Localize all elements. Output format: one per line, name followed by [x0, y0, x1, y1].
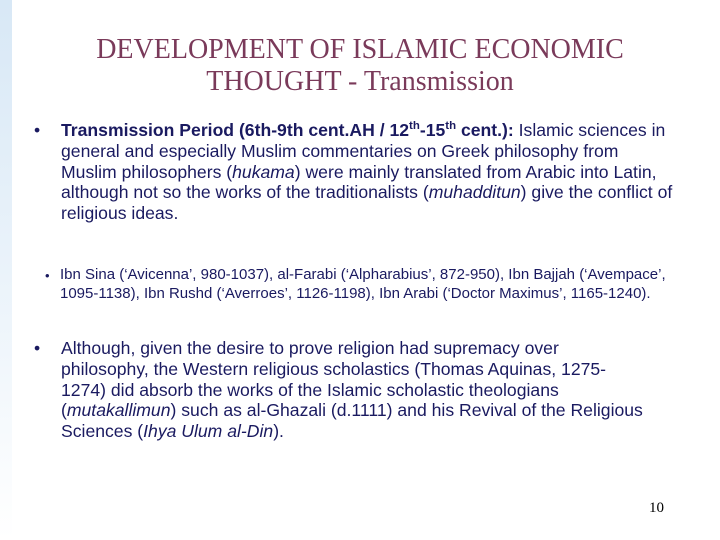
heading-part: cent.):: [456, 120, 514, 140]
term-hukama: hukama: [232, 161, 295, 182]
bullet-text: [34, 120, 674, 224]
title-line-2: THOUGHT - Transmission: [206, 66, 514, 97]
bullet-scholastics: [34, 338, 644, 442]
bullet-marker: •: [45, 268, 50, 283]
sub-bullet-philosophers: [45, 266, 675, 304]
body-text: ).: [273, 421, 284, 442]
body-text: ) such as al-Ghazali (d.1111) and his Revival of the Religious Sciences (: [61, 400, 643, 442]
page-number: 10: [649, 500, 664, 516]
heading-part: Transmission Period (6th-9th cent.AH / 12: [61, 120, 410, 140]
bullet-marker: •: [34, 338, 41, 358]
term-ihya-ulum-al-din: Ihya Ulum al-Din: [143, 421, 274, 442]
term-muhadditun: muhadditun: [428, 182, 521, 203]
superscript-th: th: [409, 120, 420, 133]
body-text: ) give the conflict of religious ideas.: [61, 182, 673, 224]
left-decoration-strip: [0, 0, 12, 540]
bullet-text: Ibn Sina (‘Avicenna’, 980-1037), al-Farabi (‘Alpharabius’, 872-950), Ibn Bajjah (‘Avempace’, 1095-1138), Ibn Rushd (‘Averroes’, 1126-1198), Ibn Arabi (‘Doctor Maximus’, 1165-1240).: [60, 266, 666, 302]
bullet-heading: [61, 120, 514, 140]
superscript-th: th: [445, 120, 457, 133]
body-text: Although, given the desire to prove religion had supremacy over philosophy, the Western religious scholastics (Thomas Aquinas, 1275-1274) did absorb the works of the Islamic scholastic theologians (: [61, 338, 607, 421]
title-line-1: DEVELOPMENT OF ISLAMIC ECONOMIC: [96, 34, 624, 65]
bullet-text: [34, 338, 644, 442]
bullet-transmission-period: [34, 120, 674, 224]
term-mutakallimun: mutakallimun: [66, 400, 171, 421]
body-text: ) were mainly translated from Arabic into Latin, although not so the works of the traditionalists (: [61, 161, 657, 203]
bullet-marker: •: [34, 120, 41, 140]
slide-title: [40, 34, 680, 98]
heading-part: -15: [419, 120, 446, 140]
body-text: Islamic sciences in general and especially Muslim commentaries on Greek philosophy from Muslim philosophers (: [61, 120, 666, 182]
